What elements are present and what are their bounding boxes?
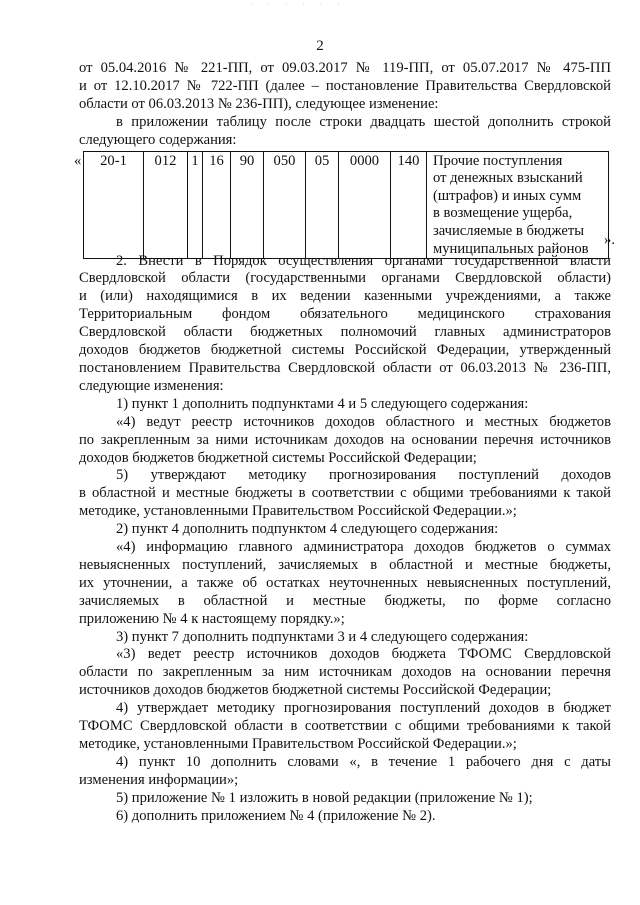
open-quote: «	[74, 152, 82, 169]
item-1-sub-4: по закрепленным за ними источникам доходов на основании перечня источников	[79, 431, 611, 448]
table-cell: 16	[203, 151, 231, 259]
item-1-sub-5: методике, установленными Правительством Российской Федерации.»;	[79, 503, 517, 520]
item-2-sub-4: невыясненных поступлений, зачисляемых в областной и местные бюджеты,	[79, 556, 611, 573]
item-2: 2) пункт 4 дополнить подпунктом 4 следующего содержания:	[116, 521, 499, 538]
document-body	[74, 60, 615, 826]
table-row	[84, 151, 609, 259]
section-2-line: 2. Внести в Порядок осуществления органами государственной власти	[116, 252, 611, 269]
item-2-sub-4: приложению № 4 к настоящему порядку.»;	[79, 610, 345, 627]
table-cell: 0000	[339, 151, 391, 259]
inserted-row-block	[74, 151, 615, 257]
close-quote: ».	[604, 231, 615, 248]
section-2-line: и (или) находящимися в их ведении казенными учреждениями, а также	[79, 288, 611, 305]
revenue-name-line: от денежных взысканий	[433, 170, 583, 187]
intro-line: от 05.04.2016 № 221-ПП, от 09.03.2017 № 119-ПП, от 05.07.2017 № 475-ПП	[79, 60, 611, 76]
table-cell: 05	[306, 151, 339, 259]
item-3-sub-4: 4) утверждает методику прогнозирования поступлений доходов в бюджет	[116, 700, 611, 717]
item-3: 3) пункт 7 дополнить подпунктами 3 и 4 следующего содержания:	[116, 628, 529, 645]
item-1-sub-4: «4) ведут реестр источников доходов областного и местных бюджетов	[116, 413, 611, 430]
intro-line: и от 12.10.2017 № 722-ПП (далее – постановление Правительства Свердловской	[79, 77, 611, 94]
item-1: 1) пункт 1 дополнить подпунктами 4 и 5 следующего содержания:	[116, 395, 529, 412]
intro-line: следующего содержания:	[79, 131, 237, 148]
item-3-sub-3: «3) ведет реестр источников доходов бюджета ТФОМС Свердловской	[116, 646, 611, 663]
page-number: 2	[316, 38, 324, 54]
scan-artifact-marks: · · · · · ·	[250, 2, 347, 8]
revenue-name-line: Прочие поступления	[433, 152, 563, 169]
intro-line: области от 06.03.2013 № 236-ПП), следующее изменение:	[79, 95, 439, 112]
revenue-name-line: зачисляемые в бюджеты	[433, 222, 585, 239]
section-2-line: постановлением Правительства Свердловской области от 06.03.2013 № 236-ПП,	[79, 359, 611, 376]
budget-code-table	[83, 151, 609, 260]
section-2-line: Свердловской области бюджетных полномочий главных администраторов	[79, 324, 611, 341]
section-2-line: следующие изменения:	[79, 377, 224, 394]
item-3-sub-3: области по закрепленным за ним источникам доходов на основании перечня	[79, 664, 611, 681]
item-2-sub-4: «4) информацию главного администратора доходов бюджетов о суммах	[116, 539, 611, 556]
table-cell: 140	[391, 151, 427, 259]
table-cell: 012	[144, 151, 188, 259]
table-cell: 90	[231, 151, 264, 259]
revenue-name-line: муниципальных районов	[433, 240, 589, 257]
item-1-sub-5: в областной и местные бюджеты в соответствии с общими требованиями к такой	[79, 485, 611, 502]
table-cell: 1	[188, 151, 203, 259]
item-2-sub-4: зачисляемых в областной и местные бюджеты, по форме согласно	[79, 592, 611, 609]
item-3-sub-3: источников доходов бюджетов бюджетной системы Российской Федерации;	[79, 682, 552, 699]
item-3-sub-4: ТФОМС Свердловской области в соответствии с общими требованиями к такой	[79, 718, 611, 735]
section-2-line: Свердловской области (государственными органами Свердловской области)	[79, 270, 611, 287]
intro-line: в приложении таблицу после строки двадцать шестой дополнить строкой	[116, 113, 611, 130]
item-4: изменения информации»;	[79, 771, 239, 788]
section-2-line: Территориальным фондом обязательного медицинского страхования	[79, 306, 611, 323]
section-2-line: доходов бюджетов бюджетной системы Российской Федерации, утвержденный	[79, 342, 611, 359]
revenue-name-line: в возмещение ущерба,	[433, 205, 573, 222]
item-5: 5) приложение № 1 изложить в новой редакции (приложение № 1);	[116, 789, 533, 806]
revenue-name-cell	[427, 151, 609, 259]
item-2-sub-4: их уточнении, а также об остатках неуточненных невыясненных поступлений,	[79, 574, 611, 591]
item-6: 6) дополнить приложением № 4 (приложение № 2).	[116, 807, 436, 824]
item-1-sub-4: доходов бюджетов бюджетной системы Российской Федерации;	[79, 449, 477, 466]
table-cell: 050	[264, 151, 306, 259]
item-4: 4) пункт 10 дополнить словами «, в течение 1 рабочего дня с даты	[116, 753, 611, 770]
revenue-name-line: (штрафов) и иных сумм	[433, 187, 582, 204]
item-1-sub-5: 5) утверждают методику прогнозирования поступлений доходов	[116, 467, 611, 484]
table-cell: 20-1	[84, 151, 144, 259]
item-3-sub-4: методике, установленными Правительством Российской Федерации.»;	[79, 736, 517, 752]
